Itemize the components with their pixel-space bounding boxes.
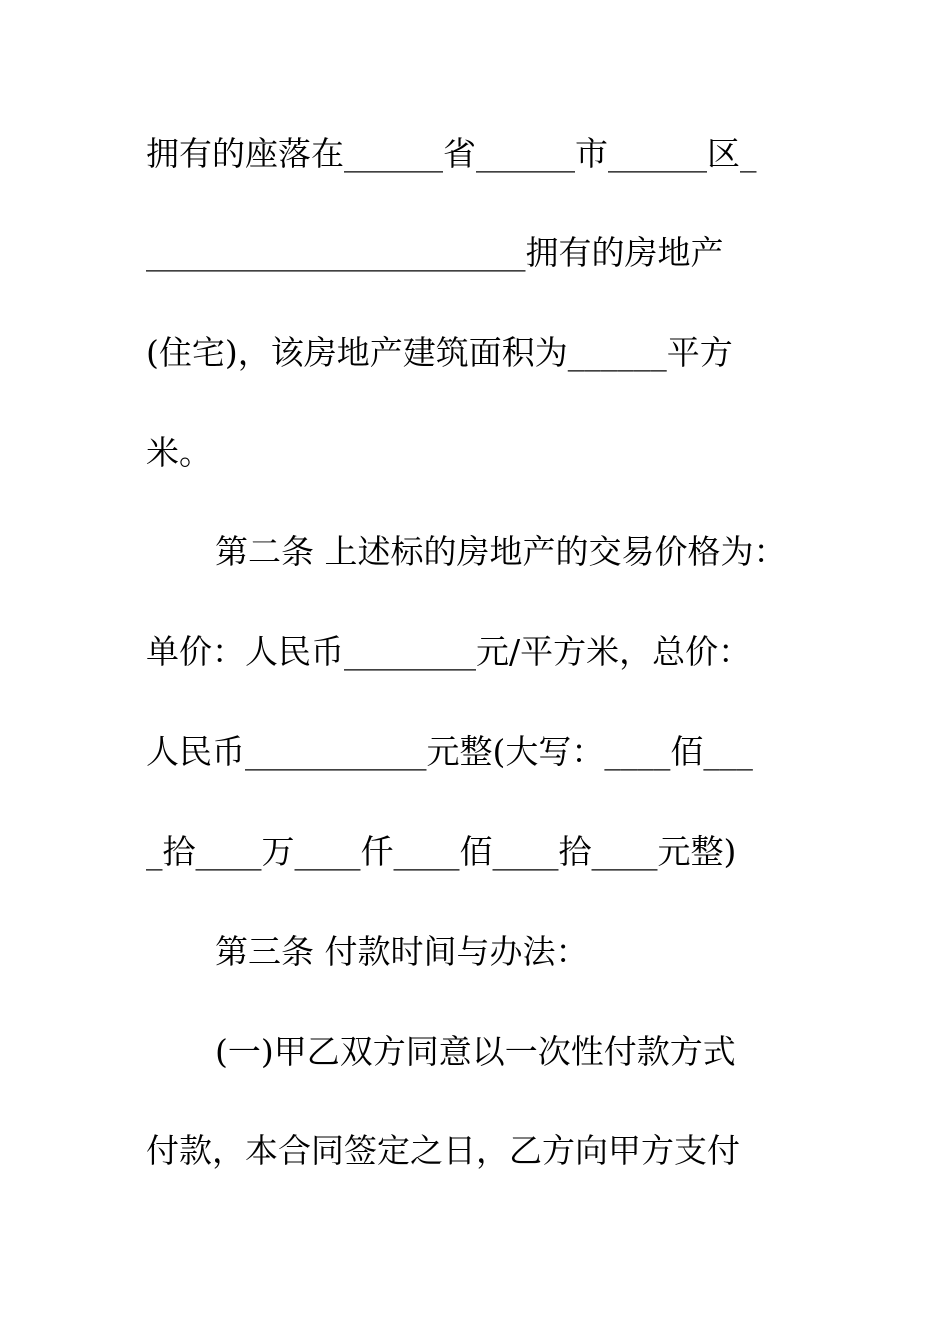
- text-line-8: _拾____万____仟____佰____拾____元整): [146, 832, 737, 871]
- article-2-heading: 第二条 上述标的房地产的交易价格为：: [215, 532, 787, 571]
- text-line-7: 人民币___________元整(大写：____佰___: [146, 732, 753, 771]
- text-line-3: (住宅)，该房地产建筑面积为______平方: [146, 333, 733, 372]
- article-3-heading: 第三条 付款时间与办法：: [215, 932, 589, 971]
- text-line-1: 拥有的座落在______省______市______区_: [146, 134, 757, 173]
- text-line-6: 单价：人民币________元/平方米，总价：: [146, 632, 752, 671]
- clause-1-line-1: (一)甲乙双方同意以一次性付款方式: [215, 1032, 736, 1071]
- text-line-2: _______________________拥有的房地产: [146, 233, 724, 272]
- text-line-4: 米。: [146, 433, 212, 472]
- clause-1-line-2: 付款，本合同签定之日，乙方向甲方支付: [146, 1131, 740, 1170]
